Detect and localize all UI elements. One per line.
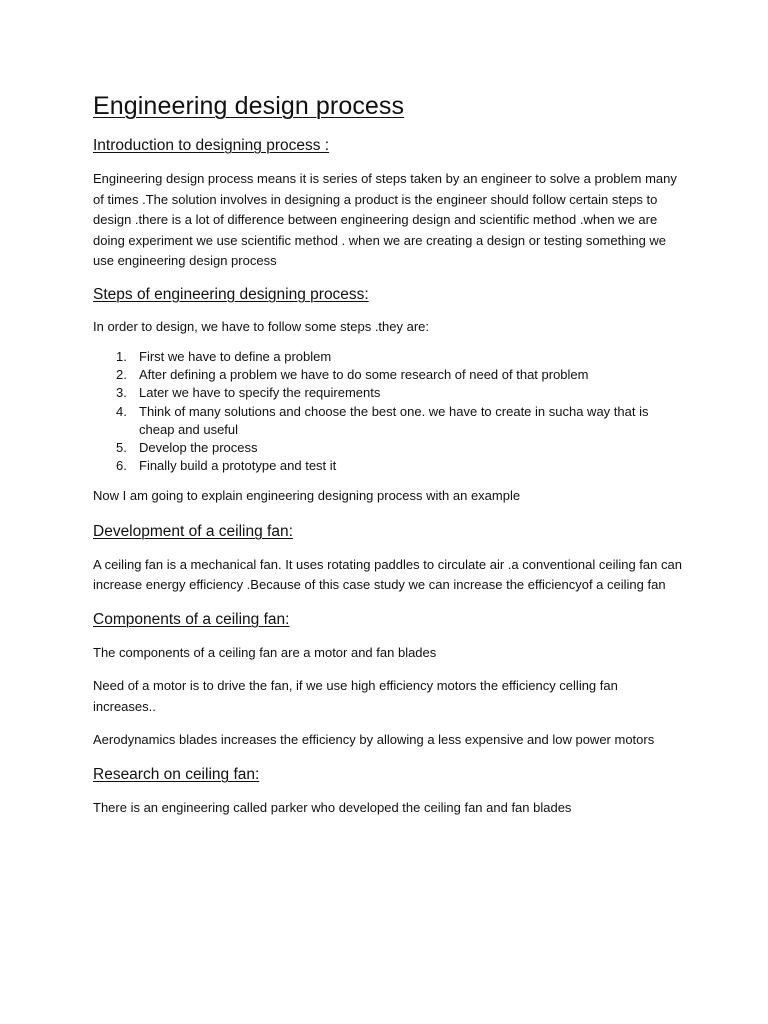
research-heading: Research on ceiling fan: [93,765,260,783]
list-item-number: 2. [116,367,127,383]
list-item-text: Develop the process [139,440,258,456]
components-paragraph-2: Need of a motor is to drive the fan, if we use high efficiency motors the efficiency celling fan increases.. [93,678,618,714]
list-item-number: 4. [116,403,127,419]
list-item-number: 6. [116,458,127,474]
development-paragraph: A ceiling fan is a mechanical fan. It uses rotating paddles to circulate air .a conventional ceiling fan can increase energy efficiency .Because of this case study we can increase the efficiencyof a ceiling fan [93,556,682,593]
development-heading: Development of a ceiling fan: [93,522,293,540]
research-paragraph: There is an engineering called parker who developed the ceiling fan and fan blades [93,799,572,815]
list-item-number: 1. [116,349,127,364]
intro-heading: Introduction to designing process : [93,137,330,154]
list-item-text: Later we have to specify the requirements [139,385,381,401]
list-item [93,348,683,366]
list-item [93,403,683,439]
components-heading: Components of a ceiling fan: [93,610,290,628]
intro-paragraph: Engineering design process means it is series of steps taken by an engineer to solve a problem many of times .The solution involves in designing a product is the engineer should follow certain steps to design .there is a lot of difference between engineering design and scientific method .when we are doing experiment we use scientific method . when we are creating a design or testing something we use engineering design process [93,171,677,268]
list-item [93,366,683,384]
document-title: Engineering design process [93,92,405,120]
steps-closing: Now I am going to explain engineering designing process with an example [93,488,521,504]
list-item-text: First we have to define a problem [139,349,332,364]
steps-list [93,348,683,475]
list-item-number: 3. [116,385,127,401]
steps-heading: Steps of engineering designing process: [93,285,369,303]
components-paragraph-3: Aerodynamics blades increases the efficiency by allowing a less expensive and low power motors [93,732,655,748]
list-item [93,384,683,402]
list-item-text: Finally build a prototype and test it [139,458,337,474]
list-item-number: 5. [116,440,127,456]
components-paragraph-1: The components of a ceiling fan are a motor and fan blades [93,644,437,660]
list-item-text: After defining a problem we have to do some research of need of that problem [139,367,589,383]
document-page [93,90,683,818]
list-item [93,457,683,475]
list-item-text: Think of many solutions and choose the best one. we have to create in sucha way that is cheap and useful [139,403,649,437]
steps-lead: In order to design, we have to follow some steps .they are: [93,318,430,334]
list-item [93,439,683,457]
